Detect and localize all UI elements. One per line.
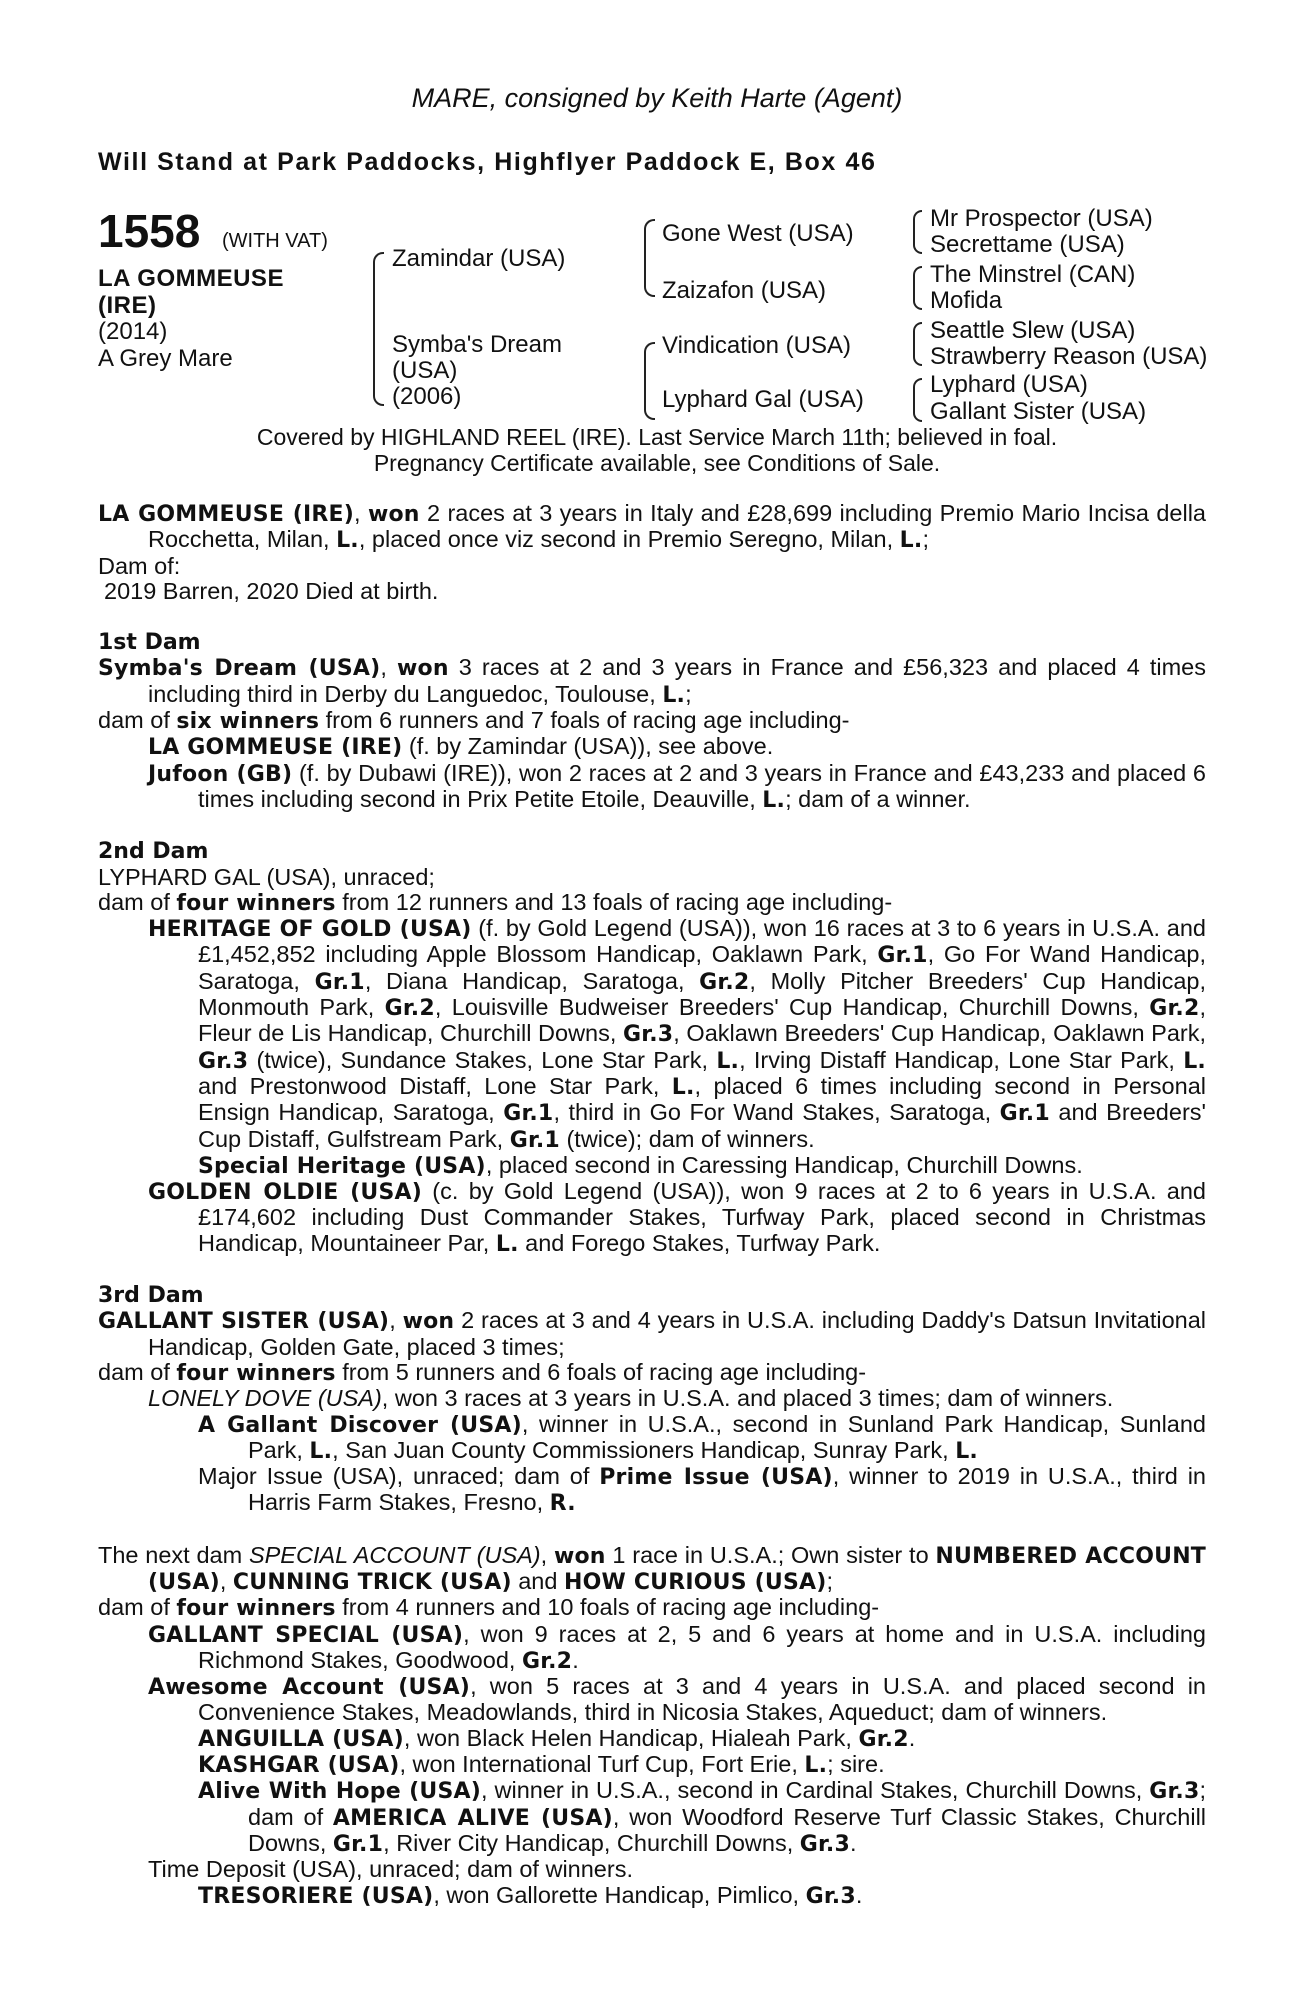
record-text: dam of <box>98 707 177 734</box>
record-text: ; dam of <box>248 1777 1207 1830</box>
bold-text: L. <box>336 528 359 554</box>
record-text: , third in Go For Wand Stakes, Saratoga, <box>553 1099 1000 1126</box>
bold-text: Prime Issue (USA) <box>599 1465 833 1491</box>
italic-text: SPECIAL ACCOUNT (USA) <box>248 1541 541 1568</box>
record-text: ; <box>685 680 692 707</box>
lot-number: 1558 <box>98 205 201 257</box>
race-record-body <box>98 501 1206 1909</box>
record-text: , won Black Helen Handicap, Hialeah Park, <box>403 1724 859 1751</box>
pedigree-brace-dam <box>644 342 655 420</box>
bold-text: four winners <box>176 890 336 916</box>
vat-note: (WITH VAT) <box>222 230 328 252</box>
bold-text: Gr.2 <box>384 996 435 1022</box>
covering-note <box>0 424 1314 476</box>
bold-text: Alive With Hope (USA) <box>198 1779 481 1805</box>
record-text: 2 races at 3 years in Italy and £28,699 including Premio Mario Incisa della Rocchetta, Milan, <box>148 500 1207 553</box>
record-text: , Fleur de Lis Handicap, Churchill Downs, <box>198 994 1206 1047</box>
record-text: . <box>850 1829 857 1856</box>
bold-text: GOLDEN OLDIE (USA) <box>148 1180 422 1206</box>
bold-text: L. <box>495 1231 519 1257</box>
record-text: ; dam of a winner. <box>785 785 971 812</box>
bold-text: L. <box>309 1438 333 1464</box>
produce-special-heritage <box>98 1153 1206 1179</box>
record-text: , <box>354 500 368 526</box>
record-text: , winner in U.S.A., second in Sunland Park Handicap, Sunland Park, <box>248 1410 1207 1463</box>
bold-text: six winners <box>176 709 320 735</box>
record-text: , placed 6 times including second in Personal Ensign Handicap, Saratoga, <box>198 1072 1206 1126</box>
bold-text: four winners <box>176 1360 336 1386</box>
dam-dam: Lyphard Gal (USA) <box>662 386 864 413</box>
record-text: , won Woodford Reserve Turf Classic Stakes, Churchill Downs, <box>248 1803 1207 1856</box>
produce-major-issue <box>98 1464 1206 1517</box>
horse-name-line2: (IRE) <box>98 292 157 319</box>
bold-text: Gr.1 <box>509 1127 560 1153</box>
italic-text: LONELY DOVE (USA) <box>148 1385 382 1412</box>
pedigree-brace-main <box>373 252 384 406</box>
bold-text: A Gallant Discover (USA) <box>198 1412 522 1438</box>
bold-text: AMERICA ALIVE (USA) <box>332 1805 613 1831</box>
bold-text: won <box>367 502 420 527</box>
record-text: , placed second in Caressing Handicap, Churchill Downs. <box>485 1151 1083 1178</box>
produce-jufoon <box>98 761 1206 814</box>
second-dam-name: LYPHARD GAL (USA), unraced; <box>98 863 435 890</box>
record-text: , Go For Wand Handicap, Saratoga, <box>198 941 1206 994</box>
produce-heritage-of-gold <box>98 916 1206 1153</box>
bold-text: Symba's Dream (USA) <box>98 656 381 682</box>
produce-lonely-dove <box>98 1386 1206 1411</box>
first-dam-produce <box>98 708 1206 734</box>
bold-text: HOW CURIOUS (USA) <box>563 1569 827 1595</box>
record-text: and Forego Stakes, Turfway Park. <box>518 1229 881 1256</box>
record-text: , <box>389 1307 403 1334</box>
bold-text: Gr.1 <box>999 1101 1050 1127</box>
bold-text: ANGUILLA (USA) <box>198 1726 404 1752</box>
record-text: (twice), Sundance Stakes, Lone Star Park, <box>248 1046 717 1073</box>
record-text: ; sire. <box>827 1751 885 1778</box>
record-text: 3 races at 2 and 3 years in France and £56,323 and placed 4 times including third in Derby du Languedoc, Toulouse, <box>148 654 1206 707</box>
record-text: The next dam <box>98 1541 249 1568</box>
record-text: (f. by Zamindar (USA)), see above. <box>402 733 774 760</box>
bold-text: LA GOMMEUSE (IRE) <box>148 735 403 761</box>
grandsire-3: The Minstrel (CAN) <box>930 261 1136 288</box>
grandsire-5: Seattle Slew (USA) <box>930 317 1136 344</box>
grandsire-8: Gallant Sister (USA) <box>930 398 1147 425</box>
grandsire-7: Lyphard (USA) <box>930 371 1088 398</box>
record-text: (c. by Gold Legend (USA)), won 9 races at 2 to 6 years in U.S.A. and £174,602 including Dust Commander Stakes, Turfway Park, placed second in Christmas Handicap, Mountaineer Par, <box>198 1178 1206 1256</box>
covered-line2: Pregnancy Certificate available, see Conditions of Sale. <box>373 450 941 476</box>
record-text: ; <box>826 1567 834 1594</box>
record-text: . <box>908 1724 916 1751</box>
horse-name <box>98 265 328 319</box>
second-dam-produce <box>98 890 1206 916</box>
bold-text: Jufoon (GB) <box>148 761 293 787</box>
pedigree-brace-g3 <box>913 322 922 366</box>
produce-time-deposit: Time Deposit (USA), unraced; dam of winners. <box>148 1856 633 1883</box>
third-dam-produce <box>98 1360 1206 1386</box>
bold-text: L. <box>662 682 686 708</box>
bold-text: R. <box>549 1491 576 1517</box>
record-text: , placed once viz second in Premio Seregno, Milan, <box>358 526 900 553</box>
bold-text: KASHGAR (USA) <box>198 1753 400 1779</box>
grandsire-6: Strawberry Reason (USA) <box>930 343 1208 370</box>
bold-text: L. <box>804 1753 828 1779</box>
stand-location: Will Stand at Park Paddocks, Highflyer Paddock E, Box 46 <box>98 148 877 176</box>
bold-text: Gr.3 <box>623 1022 674 1048</box>
sire-dam: Zaizafon (USA) <box>662 277 827 304</box>
record-text: , Louisville Budweiser Breeders' Cup Handicap, Churchill Downs, <box>434 994 1150 1021</box>
bold-text: Gr.1 <box>877 943 928 969</box>
record-text: and Prestonwood Distaff, Lone Star Park, <box>198 1072 672 1099</box>
bold-text: Gr.2 <box>858 1726 909 1752</box>
record-text: from 4 runners and 10 foals of racing age including- <box>335 1594 880 1621</box>
bold-text: L. <box>762 787 786 813</box>
bold-text: NUMBERED ACCOUNT (USA) <box>148 1543 1207 1595</box>
bold-text: HERITAGE OF GOLD (USA) <box>148 917 472 943</box>
produce-kashgar <box>98 1752 1206 1778</box>
record-text: 2 races at 3 and 4 years in U.S.A. including Daddy's Datsun Invitational Handicap, Golden Gate, placed 3 times; <box>148 1307 1206 1360</box>
record-text: dam of <box>98 1594 177 1621</box>
record-text: from 12 runners and 13 foals of racing age including- <box>335 888 893 915</box>
horse-name-line1: LA GOMMEUSE <box>98 265 284 292</box>
covered-line1: Covered by HIGHLAND REEL (IRE). Last Service March 11th; believed in foal. <box>256 424 1058 450</box>
record-text: , won International Turf Cup, Fort Erie, <box>399 1751 805 1778</box>
record-text: and <box>511 1567 564 1594</box>
grandsire-4: Mofida <box>930 287 1003 314</box>
record-text: , <box>540 1541 554 1568</box>
first-dam-heading: 1st Dam <box>98 630 201 656</box>
bold-text: Awesome Account (USA) <box>148 1675 471 1701</box>
record-text: from 5 runners and 6 foals of racing age including- <box>335 1358 867 1385</box>
record-text: dam of <box>98 1358 177 1385</box>
foaling-year: (2014) <box>98 318 168 345</box>
bold-text: Gr.1 <box>332 1831 384 1857</box>
bold-text: Gr.2 <box>521 1648 573 1674</box>
pedigree-brace-g4 <box>913 378 922 422</box>
produce-alive-with-hope <box>98 1778 1206 1857</box>
produce-record: 2019 Barren, 2020 Died at birth. <box>104 577 439 604</box>
grandsire-1: Mr Prospector (USA) <box>930 205 1153 232</box>
bold-text: GALLANT SPECIAL (USA) <box>148 1622 464 1648</box>
record-text: , <box>380 654 397 681</box>
record-text: and Breeders' Cup Distaff, Gulfstream Park, <box>198 1099 1207 1152</box>
record-text: , Oaklawn Breeders' Cup Handicap, Oaklawn Park, <box>673 1020 1206 1047</box>
bold-text: L. <box>899 528 923 554</box>
next-dam-produce <box>98 1595 1206 1621</box>
produce-golden-oldie <box>98 1179 1206 1257</box>
bold-text: Gr.3 <box>805 1883 856 1909</box>
record-text: dam of <box>98 888 177 915</box>
pedigree-brace-g2 <box>913 266 922 310</box>
record-text: (f. by Gold Legend (USA)), won 16 races at 3 to 6 years in U.S.A. and £1,452,852 including Apple Blossom Handicap, Oaklawn Park, <box>198 915 1206 968</box>
bold-text: TRESORIERE (USA) <box>198 1883 434 1909</box>
bold-text: Gr.2 <box>699 969 750 995</box>
bold-text: Gr.1 <box>314 969 365 995</box>
record-text: . <box>572 1646 579 1673</box>
bold-text: four winners <box>176 1596 336 1622</box>
record-text: , won 5 races at 3 and 4 years in U.S.A. and placed second in Convenience Stakes, Meadowlands, third in Nicosia Stakes, Aqueduct; dam of winners. <box>198 1673 1206 1726</box>
record-text: Major Issue (USA), unraced; dam of <box>198 1463 600 1490</box>
record-text: , winner in U.S.A., second in Cardinal Stakes, Churchill Downs, <box>481 1777 1150 1804</box>
produce-a-gallant-discover <box>98 1412 1206 1465</box>
record-text: , <box>219 1567 233 1594</box>
record-text: , winner to 2019 in U.S.A., third in Harris Farm Stakes, Fresno, <box>248 1463 1206 1516</box>
bold-text: GALLANT SISTER (USA) <box>98 1309 390 1335</box>
horse-description: A Grey Mare <box>98 345 233 372</box>
horse-meta <box>98 318 233 372</box>
bold-text: L. <box>1183 1048 1206 1074</box>
produce-la-gommeuse <box>98 734 1206 760</box>
record-text: from 6 runners and 7 foals of racing age including- <box>319 707 850 734</box>
bold-text: L. <box>955 1438 978 1464</box>
produce-gallant-special <box>98 1622 1206 1675</box>
record-text: (f. by Dubawi (IRE)), won 2 races at 2 and 3 years in France and £43,233 and placed 6 times including second in Prix Petite Etoile, Deauville, <box>198 759 1206 812</box>
catalogue-title: MARE, consigned by Keith Harte (Agent) <box>411 83 903 113</box>
bold-text: won <box>553 1543 606 1569</box>
bold-text: L. <box>716 1048 740 1074</box>
bold-text: CUNNING TRICK (USA) <box>232 1569 512 1595</box>
record-text: ; <box>922 526 929 553</box>
dam-of-label: Dam of: <box>98 552 181 579</box>
bold-text: won <box>402 1309 455 1335</box>
dam-sire: Vindication (USA) <box>662 332 851 359</box>
bold-text: won <box>397 656 449 682</box>
record-text: , won 3 races at 3 years in U.S.A. and placed 3 times; dam of winners. <box>381 1385 1114 1412</box>
third-dam-record <box>98 1308 1206 1360</box>
bold-text: Gr.3 <box>1149 1779 1200 1805</box>
grandsire-2: Secrettame (USA) <box>930 231 1125 258</box>
pedigree-brace-sire <box>644 219 655 297</box>
horse-record <box>98 501 1206 554</box>
bold-text: L. <box>671 1074 695 1100</box>
produce-tresoriere <box>98 1883 1206 1909</box>
dam-line2: (USA) <box>392 357 458 384</box>
pedigree-brace-g1 <box>913 210 922 254</box>
bold-text: LA GOMMEUSE (IRE) <box>98 502 355 527</box>
produce-anguilla <box>98 1726 1206 1752</box>
record-text: , San Juan County Commissioners Handicap, Sunray Park, <box>332 1436 956 1463</box>
dam-line1: Symba's Dream <box>392 331 562 358</box>
produce-awesome-account <box>98 1674 1206 1726</box>
third-dam-heading: 3rd Dam <box>98 1283 204 1309</box>
sire: Zamindar (USA) <box>392 245 566 272</box>
bold-text: Gr.3 <box>198 1048 249 1074</box>
record-text: (twice); dam of winners. <box>559 1125 815 1152</box>
record-text: , won 9 races at 2, 5 and 6 years at home and in U.S.A. including Richmond Stakes, Goodwood, <box>198 1620 1207 1673</box>
second-dam-heading: 2nd Dam <box>98 839 209 865</box>
record-text: , Diana Handicap, Saratoga, <box>364 967 700 994</box>
bold-text: Gr.1 <box>503 1101 554 1127</box>
bold-text: Gr.3 <box>799 1831 850 1857</box>
record-text: , won Gallorette Handicap, Pimlico, <box>433 1881 806 1908</box>
record-text: , Irving Distaff Handicap, Lone Star Park, <box>739 1046 1184 1073</box>
record-text: 1 race in U.S.A.; Own sister to <box>605 1541 936 1568</box>
sire-sire: Gone West (USA) <box>662 220 854 247</box>
dam-line3: (2006) <box>392 383 462 410</box>
record-text: , River City Handicap, Churchill Downs, <box>383 1829 800 1856</box>
record-text: . <box>855 1881 863 1908</box>
bold-text: Gr.2 <box>1149 996 1200 1022</box>
record-text: , Molly Pitcher Breeders' Cup Handicap, Monmouth Park, <box>198 967 1207 1021</box>
next-dam-record <box>98 1543 1206 1596</box>
bold-text: Special Heritage (USA) <box>198 1153 486 1179</box>
first-dam-record <box>98 655 1206 708</box>
